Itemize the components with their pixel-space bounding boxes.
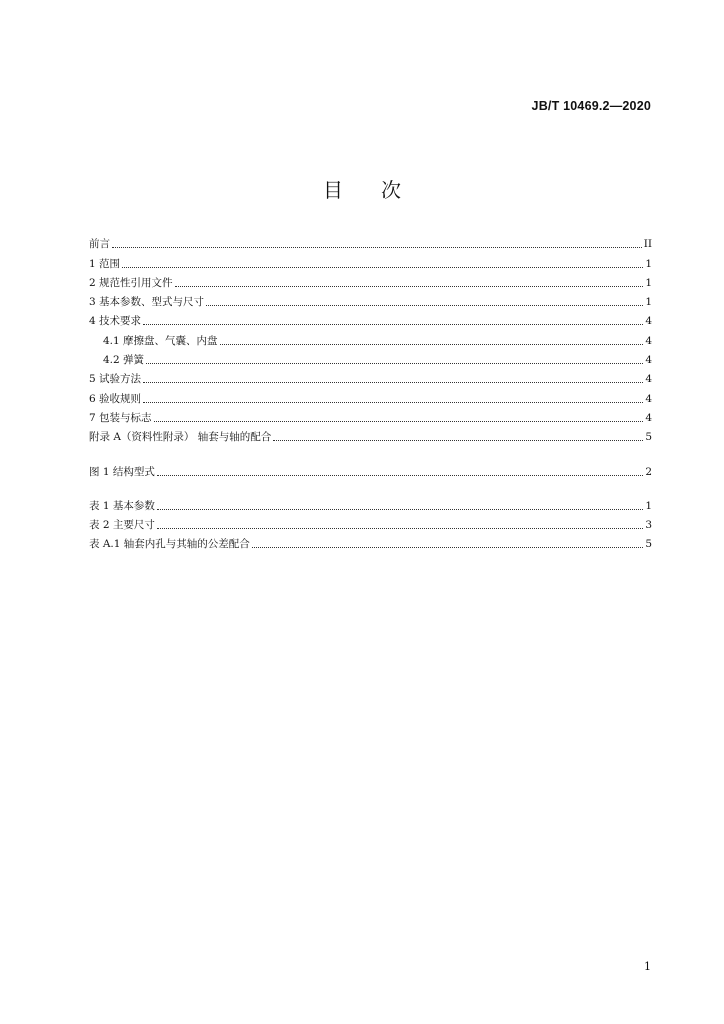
toc-entry-page: 4 bbox=[645, 411, 652, 424]
toc-dot-leader bbox=[143, 402, 643, 403]
toc-figures bbox=[89, 459, 652, 478]
toc-dot-leader bbox=[157, 475, 643, 476]
toc-dot-leader bbox=[175, 286, 644, 287]
toc-entry-page: 4 bbox=[645, 354, 652, 367]
toc-entry[interactable] bbox=[89, 513, 652, 532]
toc-dot-leader bbox=[252, 547, 644, 548]
toc-entry-page: 1 bbox=[645, 296, 652, 309]
toc-entry-label: 2 规范性引用文件 bbox=[89, 276, 173, 289]
toc-entry[interactable] bbox=[89, 386, 652, 405]
toc-entry[interactable] bbox=[89, 232, 652, 251]
toc-dot-leader bbox=[157, 528, 643, 529]
toc-entry-label: 表 1 基本参数 bbox=[89, 499, 155, 512]
toc-entry-label: 5 试验方法 bbox=[89, 373, 142, 386]
toc-dot-leader bbox=[154, 421, 644, 422]
toc-entry-label: 表 A.1 轴套内孔与其轴的公差配合 bbox=[89, 538, 250, 551]
toc-entry-label: 4 技术要求 bbox=[89, 315, 142, 328]
toc-entry[interactable] bbox=[89, 271, 652, 290]
toc-entry-label: 附录 A（资料性附录） 轴套与轴的配合 bbox=[89, 431, 272, 444]
toc-entry-label: 4.1 摩擦盘、气囊、内盘 bbox=[103, 334, 218, 347]
toc-entry-label: 表 2 主要尺寸 bbox=[89, 519, 155, 532]
toc-entry[interactable] bbox=[89, 425, 652, 444]
toc-entry[interactable] bbox=[89, 406, 652, 425]
toc-entry[interactable] bbox=[89, 459, 652, 478]
toc-dot-leader bbox=[146, 363, 643, 364]
toc-entry-page: II bbox=[643, 238, 652, 251]
toc-entry[interactable] bbox=[89, 328, 652, 347]
toc-entry-label: 前言 bbox=[89, 238, 110, 251]
toc-entry-label: 6 验收规则 bbox=[89, 392, 142, 405]
toc-entry-page: 4 bbox=[645, 392, 652, 405]
toc-entry-page: 1 bbox=[645, 276, 652, 289]
page-title: 目次 bbox=[323, 178, 439, 202]
toc-entry[interactable] bbox=[89, 367, 652, 386]
toc-dot-leader bbox=[143, 324, 643, 325]
toc-entry-page: 1 bbox=[645, 499, 652, 512]
toc-entry-label: 1 范围 bbox=[89, 257, 121, 270]
toc-entry[interactable] bbox=[89, 532, 652, 551]
toc-entry[interactable] bbox=[89, 348, 652, 367]
toc-dot-leader bbox=[143, 382, 643, 383]
toc-dot-leader bbox=[206, 305, 643, 306]
toc-entry-label: 3 基本参数、型式与尺寸 bbox=[89, 296, 205, 309]
toc-dot-leader bbox=[112, 247, 642, 248]
toc-entry-page: 5 bbox=[645, 431, 652, 444]
toc-entry-page: 4 bbox=[645, 334, 652, 347]
toc-entry-label: 图 1 结构型式 bbox=[89, 465, 155, 478]
toc-entry[interactable] bbox=[89, 494, 652, 513]
standard-code: JB/T 10469.2—2020 bbox=[531, 99, 651, 113]
page-number: 1 bbox=[644, 960, 651, 973]
toc-entry-label: 4.2 弹簧 bbox=[103, 354, 145, 367]
toc-entry-page: 4 bbox=[645, 315, 652, 328]
toc-gap bbox=[89, 479, 652, 494]
toc-tables bbox=[89, 494, 652, 552]
toc-entry-page: 3 bbox=[645, 519, 652, 532]
toc-entry[interactable] bbox=[89, 309, 652, 328]
toc-dot-leader bbox=[273, 440, 643, 441]
toc-entry-page: 5 bbox=[645, 538, 652, 551]
toc-entry-page: 2 bbox=[645, 465, 652, 478]
toc-entry-page: 1 bbox=[645, 257, 652, 270]
toc-dot-leader bbox=[220, 344, 644, 345]
toc-entry-label: 7 包装与标志 bbox=[89, 411, 152, 424]
toc-dot-leader bbox=[122, 267, 643, 268]
table-of-contents bbox=[89, 232, 652, 551]
toc-dot-leader bbox=[157, 509, 643, 510]
toc-entry[interactable] bbox=[89, 290, 652, 309]
toc-entry[interactable] bbox=[89, 251, 652, 270]
toc-gap bbox=[89, 444, 652, 459]
toc-sections bbox=[89, 232, 652, 444]
toc-entry-page: 4 bbox=[645, 373, 652, 386]
